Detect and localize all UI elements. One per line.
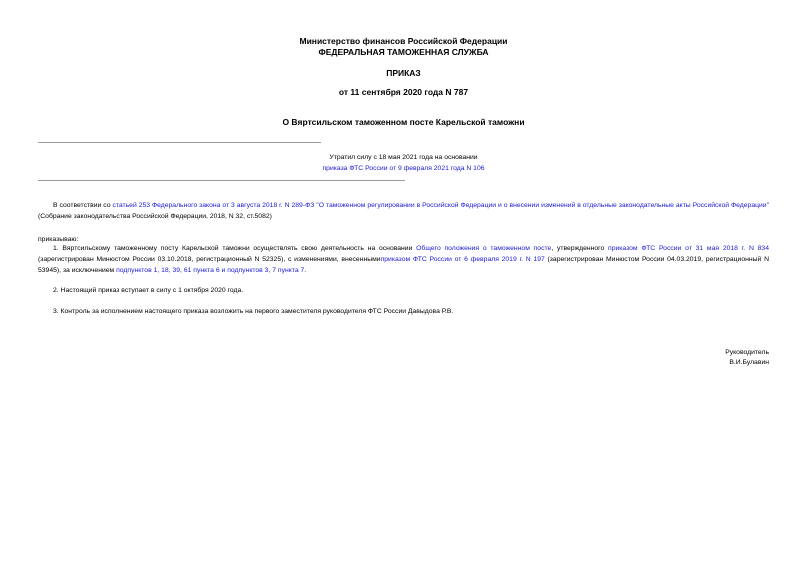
- item-1-text: 1. Вяртсильскому таможенному посту Карельской таможни осуществлять свою деятельность на основании: [53, 245, 417, 252]
- service-name: ФЕДЕРАЛЬНАЯ ТАМОЖЕННАЯ СЛУЖБА: [318, 47, 489, 57]
- status-note-link-line: [0, 163, 807, 174]
- preamble-text: В соответствии со: [53, 202, 113, 209]
- preamble-paragraph: [38, 200, 769, 222]
- signature-name: В.И.Булавин: [729, 359, 769, 366]
- preamble-text-2: (Собрание законодательства Российской Федерации, 2018, N 32, ст.5082): [38, 213, 272, 220]
- top-divider: [38, 142, 321, 143]
- item-2-paragraph: 2. Настоящий приказ вступает в силу с 1 октября 2020 года.: [53, 287, 244, 294]
- bottom-divider: [38, 180, 405, 181]
- federal-law-link[interactable]: статьей 253 Федерального закона от 3 августа 2018 г. N 289-ФЗ "О таможенном регулировании в Российской Федерации и о внесении изменений в отдельные законодательные акты Российской Федерации": [112, 202, 770, 209]
- order-word: приказываю:: [38, 236, 79, 243]
- doc-type: ПРИКАЗ: [386, 68, 421, 78]
- order-197-link[interactable]: приказом ФТС России от 6 февраля 2019 г. N 197: [380, 256, 545, 263]
- item-1-text-4: (зарегистрирован Минюстом России 04.03.2019, регистрационный N 53945), за исключением: [38, 256, 769, 274]
- signature-role: Руководитель: [725, 349, 769, 356]
- status-note: Утратил силу с 18 мая 2021 года на основании: [329, 154, 478, 161]
- page-title: О Вяртсильском таможенном посте Карельской таможни: [282, 117, 525, 127]
- ministry-name: Министерство финансов Российской Федерации: [299, 36, 508, 46]
- doc-date: от 11 сентября 2020 года N 787: [338, 87, 469, 97]
- subitems-link[interactable]: подпунктов 1, 18, 39, 61 пункта 6 и подпунктов 3, 7 пункта 7: [116, 267, 305, 274]
- general-provision-link[interactable]: Общего положения о таможенном посте: [416, 245, 552, 252]
- item-1-text-3: (зарегистрирован Минюстом России 03.10.2018, регистрационный N 52325), с изменениями, внесенными: [38, 256, 381, 263]
- order-834-link[interactable]: приказом ФТС России от 31 мая 2018 г. N 834: [608, 245, 769, 252]
- item-1-text-5: .: [304, 267, 307, 274]
- item-1-text-2: , утвержденного: [551, 245, 609, 252]
- item-1-paragraph: [38, 243, 769, 276]
- item-3-paragraph: 3. Контроль за исполнением настоящего приказа возложить на первого заместителя руководителя ФТС России Давыдова Р.В.: [53, 308, 454, 315]
- repeal-order-link[interactable]: приказа ФТС России от 9 февраля 2021 года N 106: [322, 165, 485, 172]
